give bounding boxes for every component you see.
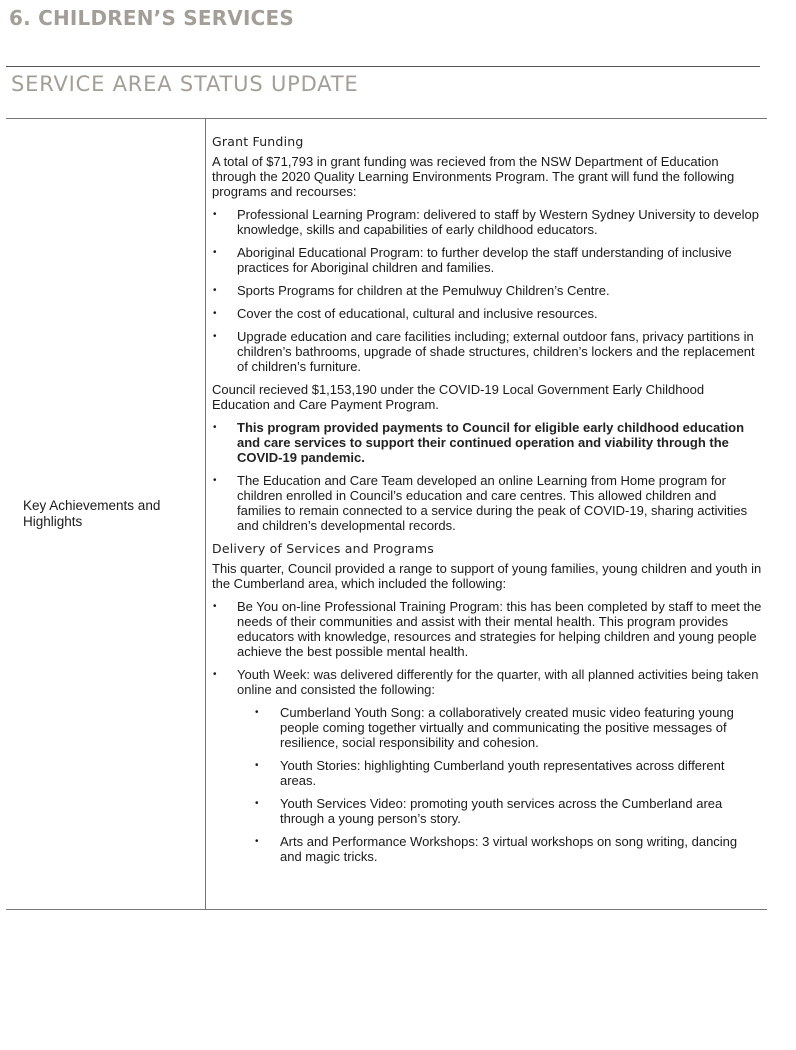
- grant-funding-heading: Grant Funding: [212, 134, 304, 149]
- bullet-icon: •: [213, 285, 217, 296]
- page-heading: 6. CHILDREN’S SERVICES: [9, 6, 294, 30]
- list-item: [212, 667, 762, 864]
- list-item-text: Cumberland Youth Song: a collaboratively created music video featuring young people coming together virtually and communicating the positive messages of resilience, social responsibility and cohesion.: [280, 705, 734, 750]
- list-item: [237, 705, 762, 750]
- list-item-text: Professional Learning Program: delivered to staff by Western Sydney University to develop knowledge, skills and capabilities of early childhood educators.: [237, 207, 759, 237]
- list-item: [212, 207, 762, 237]
- bullet-icon: •: [255, 798, 259, 809]
- bullet-icon: •: [255, 760, 259, 771]
- list-item-text: Youth Week: was delivered differently for the quarter, with all planned activities being taken online and consisted the following:: [237, 667, 759, 697]
- bullet-icon: •: [213, 247, 217, 258]
- delivery-intro: This quarter, Council provided a range to support of young families, young children and youth in the Cumberland area, which included the following:: [212, 561, 762, 591]
- bullet-icon: •: [213, 669, 217, 680]
- table-bottom-border: [6, 909, 767, 910]
- list-item: [237, 758, 762, 788]
- grant-intro: A total of $71,793 in grant funding was recieved from the NSW Department of Education through the 2020 Quality Learning Environments Program. The grant will fund the following programs and recourses:: [212, 154, 735, 199]
- covid-list: [212, 420, 762, 533]
- bullet-icon: •: [213, 209, 217, 220]
- list-item-text: Youth Services Video: promoting youth services across the Cumberland area through a young person’s story.: [280, 796, 723, 826]
- table-top-border: [6, 118, 767, 119]
- table-column-divider: [205, 118, 206, 909]
- delivery-list: [212, 599, 762, 864]
- row-label: Key Achievements and Highlights: [23, 498, 161, 529]
- list-item: [237, 834, 762, 864]
- heading-rule: [6, 66, 760, 67]
- section-title: SERVICE AREA STATUS UPDATE: [11, 72, 359, 96]
- list-item-text: The Education and Care Team developed an online Learning from Home program for children enrolled in Council’s education and care centres. This allowed children and families to remain connected to a service during the peak of COVID-19, sharing activities and children’s developmental records.: [237, 473, 748, 533]
- bullet-icon: •: [213, 475, 217, 486]
- bullet-icon: •: [213, 331, 217, 342]
- youth-week-list: [237, 705, 762, 864]
- list-item: [237, 796, 762, 826]
- delivery-heading: Delivery of Services and Programs: [212, 541, 434, 556]
- bullet-icon: •: [213, 601, 217, 612]
- grant-list: [212, 207, 762, 374]
- bullet-icon: •: [255, 707, 259, 718]
- list-item: [212, 283, 762, 298]
- list-item-text: Aboriginal Educational Program: to further develop the staff understanding of inclusive practices for Aboriginal children and families.: [237, 245, 732, 275]
- list-item-text: Sports Programs for children at the Pemulwuy Children’s Centre.: [237, 283, 610, 298]
- covid-intro: Council recieved $1,153,190 under the COVID-19 Local Government Early Childhood Education and Care Payment Program.: [212, 382, 705, 412]
- list-item-text: Youth Stories: highlighting Cumberland youth representatives across different areas.: [280, 758, 725, 788]
- list-item: [212, 599, 762, 659]
- bullet-icon: •: [255, 836, 259, 847]
- list-item-text: Upgrade education and care facilities including; external outdoor fans, privacy partitions in children’s bathrooms, upgrade of shade structures, children’s lockers and the replacement of children’s furniture.: [237, 329, 755, 374]
- list-item: [212, 245, 762, 275]
- list-item: [212, 473, 762, 533]
- content-cell: [212, 134, 762, 872]
- list-item: [212, 306, 762, 321]
- list-item: [212, 329, 762, 374]
- list-item-text: Be You on-line Professional Training Program: this has been completed by staff to meet the needs of their communities and assist with their mental health. This program provides educators with knowledge, resources and strategies for helping children and young people achieve the best possible mental health.: [237, 599, 762, 659]
- bullet-icon: •: [213, 422, 217, 433]
- list-item-text: Cover the cost of educational, cultural and inclusive resources.: [237, 306, 598, 321]
- list-item: [212, 420, 762, 465]
- bullet-icon: •: [213, 308, 217, 319]
- list-item-text: This program provided payments to Council for eligible early childhood education and care services to support their continued operation and viability through the COVID-19 pandemic.: [237, 420, 745, 465]
- list-item-text: Arts and Performance Workshops: 3 virtual workshops on song writing, dancing and magic tricks.: [280, 834, 738, 864]
